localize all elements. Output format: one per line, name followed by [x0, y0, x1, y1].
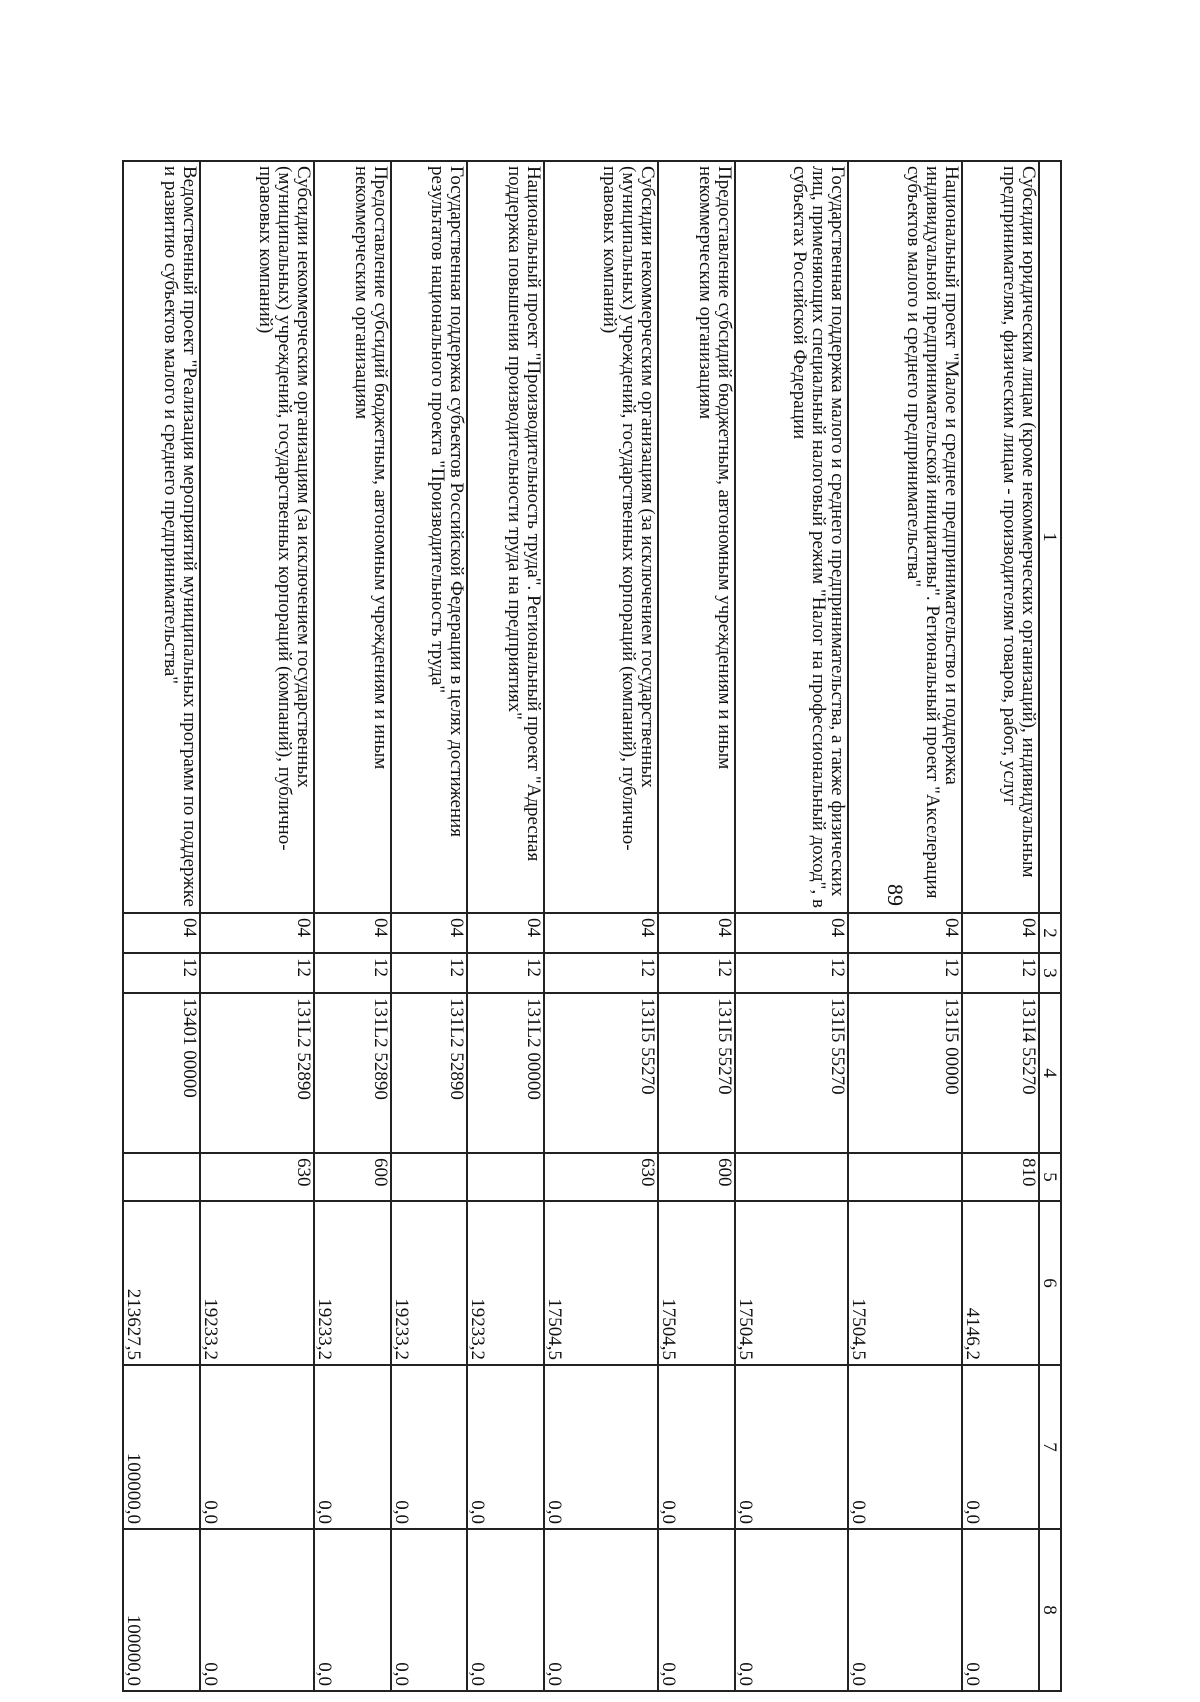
table-cell-name: Ведомственный проект "Реализация мероприятий муниципальных программ по поддержке и развитию субъектов малого и среднего предпринимательства" [123, 161, 200, 913]
table-cell-c4: 131L2 00000 [468, 993, 545, 1153]
header-cell: 3 [1039, 953, 1061, 993]
table-cell-c5: 810 [962, 1153, 1039, 1201]
table-cell-c8: 100000,0 [123, 1529, 200, 1691]
table-cell-c7: 0,0 [314, 1365, 391, 1529]
table-cell-c8: 0,0 [962, 1529, 1039, 1691]
table-cell-c4: 131I5 00000 [849, 993, 963, 1153]
table-row [735, 161, 849, 1691]
table-cell-c6: 19233,2 [200, 1201, 314, 1365]
budget-table [122, 160, 1062, 1692]
table-cell-c4: 131L2 52890 [314, 993, 391, 1153]
table-cell-name: Субсидии некоммерческим организациям (за исключением государственных (муниципальных) учреждений, государственных корпораций (компаний), публично-правовых компаний) [544, 161, 658, 913]
table-cell-name: Национальный проект "Малое и среднее предпринимательство и поддержка индивидуальной предпринимательской инициативы". Региональный проект "Акселерация субъектов малого и среднего предпринимательства" [849, 161, 963, 913]
rotated-page [122, 160, 1062, 1690]
table-cell-c2: 04 [314, 913, 391, 953]
table-cell-c2: 04 [658, 913, 735, 953]
table-cell-c7: 100000,0 [123, 1365, 200, 1529]
table-cell-c3: 12 [962, 953, 1039, 993]
header-cell: 8 [1039, 1529, 1061, 1691]
table-cell-c4: 131I5 55270 [544, 993, 658, 1153]
table-cell-c8: 0,0 [735, 1529, 849, 1691]
table-row [849, 161, 963, 1691]
table-cell-c4: 13401 00000 [123, 993, 200, 1153]
table-cell-c3: 12 [391, 953, 468, 993]
table-cell-c3: 12 [735, 953, 849, 993]
table-cell-c6: 4146,2 [962, 1201, 1039, 1365]
table-cell-c3: 12 [468, 953, 545, 993]
table-cell-c5: 600 [314, 1153, 391, 1201]
table-cell-c2: 04 [200, 913, 314, 953]
header-cell: 4 [1039, 993, 1061, 1153]
table-cell-name: Субсидии некоммерческим организациям (за исключением государственных (муниципальных) учреждений, государственных корпораций (компаний), публично-правовых компаний) [200, 161, 314, 913]
table-cell-c7: 0,0 [658, 1365, 735, 1529]
table-body [123, 161, 1039, 1691]
table-cell-c8: 0,0 [849, 1529, 963, 1691]
table-cell-c6: 17504,5 [658, 1201, 735, 1365]
table-cell-name: Государственная поддержка субъектов Российской Федерации в целях достижения результатов национального проекта "Производительность труда" [391, 161, 468, 913]
table-cell-c7: 0,0 [468, 1365, 545, 1529]
header-cell: 5 [1039, 1153, 1061, 1201]
table-cell-c2: 04 [544, 913, 658, 953]
table-cell-c4: 131I4 55270 [962, 993, 1039, 1153]
table-cell-c8: 0,0 [391, 1529, 468, 1691]
table-cell-c5: 600 [658, 1153, 735, 1201]
table-cell-name: Национальный проект "Производительность труда". Региональный проект "Адресная поддержка повышения производительности труда на предприятиях" [468, 161, 545, 913]
table-cell-c5 [123, 1153, 200, 1201]
table-cell-c8: 0,0 [658, 1529, 735, 1691]
table-cell-c5 [849, 1153, 963, 1201]
table-cell-c3: 12 [314, 953, 391, 993]
table-cell-c8: 0,0 [314, 1529, 391, 1691]
table-cell-c3: 12 [544, 953, 658, 993]
table-cell-c5: 630 [544, 1153, 658, 1201]
table-cell-c5: 630 [200, 1153, 314, 1201]
table-cell-c2: 04 [735, 913, 849, 953]
header-row [1039, 161, 1061, 1691]
table-cell-c6: 19233,2 [468, 1201, 545, 1365]
table-cell-c2: 04 [962, 913, 1039, 953]
table-cell-c6: 19233,2 [391, 1201, 468, 1365]
table-cell-c6: 213627,5 [123, 1201, 200, 1365]
table-cell-c8: 0,0 [200, 1529, 314, 1691]
table-cell-c3: 12 [123, 953, 200, 993]
table-row [468, 161, 545, 1691]
header-cell: 6 [1039, 1201, 1061, 1365]
table-cell-c6: 19233,2 [314, 1201, 391, 1365]
table-row [314, 161, 391, 1691]
header-cell: 1 [1039, 161, 1061, 913]
table-cell-c7: 0,0 [849, 1365, 963, 1529]
table-cell-c6: 17504,5 [544, 1201, 658, 1365]
table-cell-c7: 0,0 [544, 1365, 658, 1529]
table-cell-c4: 131L2 52890 [391, 993, 468, 1153]
table-cell-c3: 12 [658, 953, 735, 993]
table-cell-name: Предоставление субсидий бюджетным, автономным учреждениям и иным некоммерческим организациям [658, 161, 735, 913]
table-cell-c8: 0,0 [544, 1529, 658, 1691]
table-cell-c2: 04 [849, 913, 963, 953]
table-cell-c7: 0,0 [735, 1365, 849, 1529]
table-row [962, 161, 1039, 1691]
table-cell-c2: 04 [468, 913, 545, 953]
table-cell-name: Субсидии юридическим лицам (кроме некоммерческих организаций), индивидуальным предпринимателям, физическим лицам - производителям товаров, работ, услуг [962, 161, 1039, 913]
table-cell-c4: 131I5 55270 [735, 993, 849, 1153]
table-cell-c6: 17504,5 [849, 1201, 963, 1365]
table-cell-c7: 0,0 [391, 1365, 468, 1529]
table-cell-c3: 12 [200, 953, 314, 993]
table-cell-c2: 04 [391, 913, 468, 953]
table-cell-c2: 04 [123, 913, 200, 953]
table-cell-c5 [468, 1153, 545, 1201]
table-cell-c5 [391, 1153, 468, 1201]
table-row [391, 161, 468, 1691]
table-cell-c5 [735, 1153, 849, 1201]
table-cell-name: Предоставление субсидий бюджетным, автономным учреждениям и иным некоммерческим организациям [314, 161, 391, 913]
table-cell-c4: 131I5 55270 [658, 993, 735, 1153]
table-row [123, 161, 200, 1691]
table-row [544, 161, 658, 1691]
page-number: 89 [883, 884, 908, 906]
table-cell-c7: 0,0 [200, 1365, 314, 1529]
table-cell-c4: 131L2 52890 [200, 993, 314, 1153]
table-cell-c8: 0,0 [468, 1529, 545, 1691]
table-cell-c6: 17504,5 [735, 1201, 849, 1365]
header-cell: 2 [1039, 913, 1061, 953]
table-cell-name: Государственная поддержка малого и среднего предпринимательства, а также физических лиц, применяющих специальный налоговый режим "Налог на профессиональный доход", в субъектах Российской Федерации [735, 161, 849, 913]
header-cell: 7 [1039, 1365, 1061, 1529]
table-row [658, 161, 735, 1691]
table-cell-c3: 12 [849, 953, 963, 993]
table-cell-c7: 0,0 [962, 1365, 1039, 1529]
table-row [200, 161, 314, 1691]
